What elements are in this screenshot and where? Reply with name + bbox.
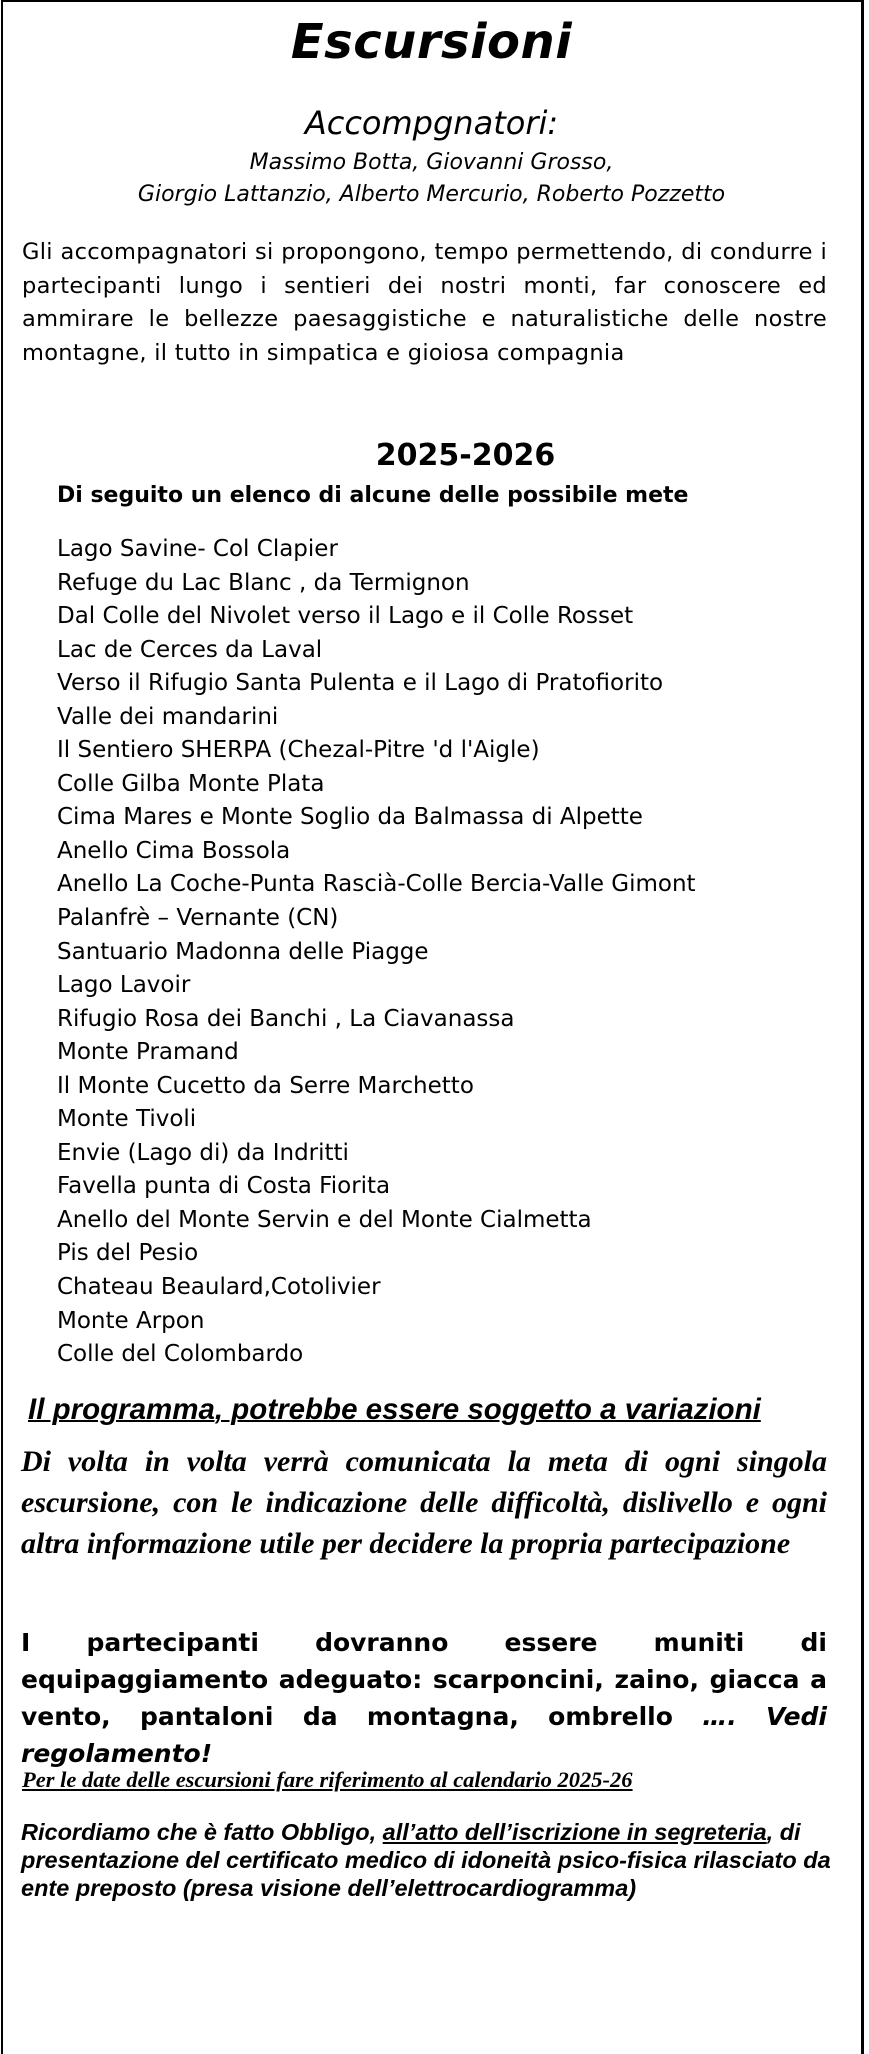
list-item: Verso il Rifugio Santa Pulenta e il Lago di Pratofiorito: [57, 670, 664, 697]
list-item: Rifugio Rosa dei Banchi , La Ciavanassa: [57, 1005, 515, 1032]
info-paragraph: Di volta in volta verrà comunicata la meta di ogni singola escursione, con le indicazione delle difficoltà, dislivello e ogni altra informazione utile per decidere la propria partecipazione: [21, 1445, 827, 1560]
list-item: Monte Pramand: [57, 1039, 239, 1066]
list-item: Envie (Lago di) da Indritti: [57, 1139, 349, 1166]
list-intro: Di seguito un elenco di alcune delle possibile mete: [57, 483, 689, 508]
obbligo-part1: Ricordiamo che è fatto Obbligo,: [21, 1819, 383, 1845]
season-heading: 2025-2026: [375, 438, 556, 473]
list-item: Colle del Colombardo: [57, 1341, 304, 1368]
list-item: Santuario Madonna delle Piagge: [57, 938, 429, 965]
list-item: Lago Savine- Col Clapier: [57, 536, 338, 562]
list-item: Il Monte Cucetto da Serre Marchetto: [57, 1072, 474, 1099]
accompagnatori-names-line2: Giorgio Lattanzio, Alberto Mercurio, Roberto Pozzetto: [137, 182, 726, 207]
list-item: Palanfrè – Vernante (CN): [57, 905, 339, 932]
list-item: Colle Gilba Monte Plata: [57, 770, 325, 797]
obbligo-underlined: all’atto dell’iscrizione in segreteria: [382, 1819, 767, 1845]
equipment-paragraph: [21, 1624, 827, 1772]
list-item: Anello del Monte Servin e del Monte Cialmetta: [57, 1206, 592, 1233]
list-item: Lago Lavoir: [57, 972, 191, 999]
equipment-text: I partecipanti dovranno essere muniti di equipaggiamento adeguato: scarponcini, zaino, giacca a vento, pantaloni da montagna, ombrello: [21, 1628, 827, 1731]
intro-paragraph: Gli accompagnatori si propongono, tempo permettendo, di condurre i partecipanti lungo i sentieri dei nostri monti, far conoscere ed ammirare le bellezze paesaggistiche e naturalistiche delle nostre montagne, il tutto in simpatica e gioiosa compagnia: [22, 239, 827, 366]
destinations-list: [57, 533, 696, 1372]
accompagnatori-names-line1: Massimo Botta, Giovanni Grosso,: [249, 150, 614, 175]
list-item: Chateau Beaulard,Cotolivier: [57, 1274, 381, 1301]
calendar-note: Per le date delle escursioni fare riferimento al calendario 2025-26: [22, 1767, 633, 1792]
medical-certificate-paragraph: [21, 1818, 831, 1902]
list-item: Monte Tivoli: [57, 1106, 197, 1133]
list-item: Anello Cima Bossola: [57, 837, 291, 864]
variations-notice: Il programma, potrebbe essere soggetto a variazioni: [28, 1393, 761, 1426]
list-item: Valle dei mandarini: [57, 703, 279, 730]
page-title: Escursioni: [290, 14, 573, 70]
list-item: Il Sentiero SHERPA (Chezal-Pitre 'd l'Aigle): [57, 737, 540, 764]
list-item: Anello La Coche-Punta Rascià-Colle Bercia-Valle Gimont: [57, 871, 696, 898]
list-item: Lac de Cerces da Laval: [57, 636, 323, 663]
equipment-regulation-note: …. Vedi regolamento!: [21, 1702, 827, 1768]
list-item: Monte Arpon: [57, 1307, 205, 1334]
list-item: Refuge du Lac Blanc , da Termignon: [57, 569, 470, 596]
list-item: Pis del Pesio: [57, 1240, 199, 1267]
list-item: Dal Colle del Nivolet verso il Lago e il Colle Rosset: [57, 603, 634, 630]
accompagnatori-heading: Accompgnatori:: [304, 104, 559, 142]
list-item: Cima Mares e Monte Soglio da Balmassa di Alpette: [57, 804, 643, 831]
list-item: Favella punta di Costa Fiorita: [57, 1173, 391, 1200]
obbligo-part2: , di presentazione del certificato medico di idoneità psico-fisica rilasciato da ente preposto (presa visione dell’elettrocardiogramma): [21, 1819, 831, 1901]
